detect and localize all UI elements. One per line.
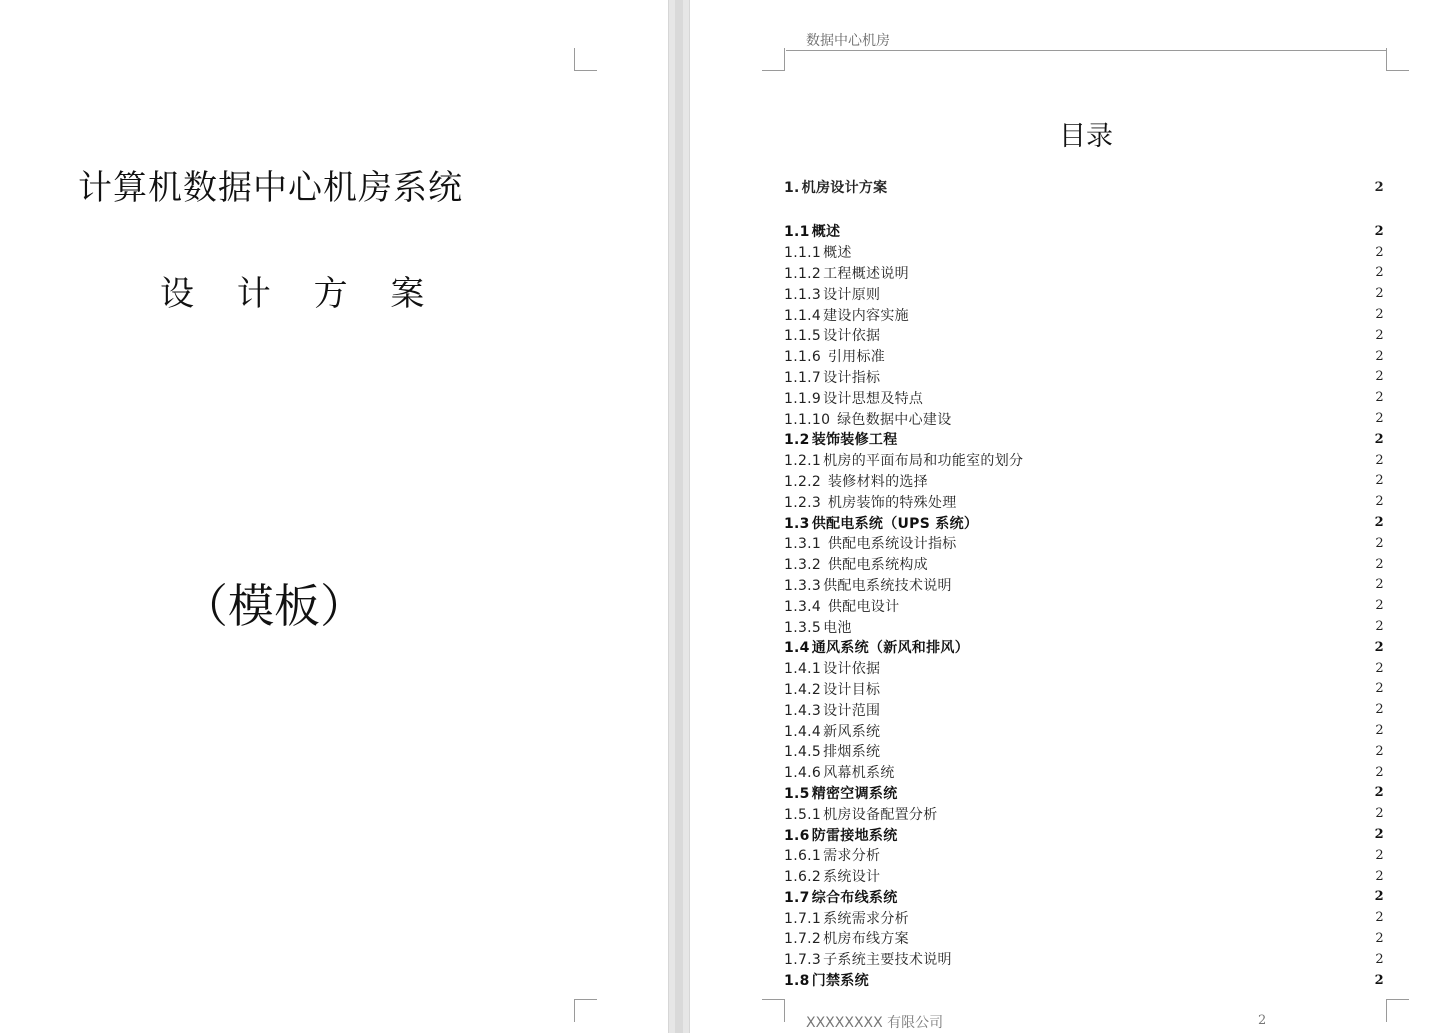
- toc-entry-title: 设计原则: [823, 286, 881, 303]
- toc-entry-page: 2: [1375, 868, 1384, 884]
- toc-entry[interactable]: [784, 471, 1386, 492]
- toc-entry-page: 2: [1374, 223, 1384, 239]
- toc-entry-title: 设计依据: [823, 661, 881, 678]
- toc-entry-label: [784, 242, 852, 262]
- toc-entry-number: 1.1.3: [784, 286, 822, 303]
- toc-entry-title: 精密空调系统: [811, 785, 898, 802]
- toc-entry-label: [784, 471, 928, 491]
- toc-entry-label: [784, 305, 909, 325]
- toc-entry[interactable]: [784, 616, 1386, 637]
- toc-entry-title: 机房设计方案: [801, 180, 888, 196]
- toc-entry-page: 2: [1375, 577, 1384, 593]
- crop-mark-bottom-right: [574, 999, 597, 1022]
- toc-entry-page: 2: [1374, 179, 1384, 195]
- toc-entry-title: 概述: [823, 245, 852, 262]
- toc-entry-label: [784, 263, 909, 283]
- toc-entry[interactable]: [784, 533, 1386, 554]
- toc-entry-number: 1.4: [784, 640, 810, 657]
- toc-entry-number: 1.3.5: [784, 619, 822, 636]
- toc-entry-page: 2: [1374, 431, 1384, 447]
- cover-subtitle: 设 计 方 案: [160, 274, 441, 314]
- header-rule: [786, 50, 1386, 51]
- toc-entry-label: [784, 284, 880, 304]
- toc-entry[interactable]: [784, 575, 1386, 596]
- footer-page-number: 2: [1258, 1013, 1267, 1028]
- toc-entry[interactable]: [784, 783, 1386, 804]
- toc-entry-page: 2: [1374, 515, 1384, 531]
- toc-entry-number: 1.3.2: [784, 557, 822, 574]
- crop-mark-top-left: [762, 48, 785, 71]
- toc-entry-number: 1.4.3: [784, 702, 822, 719]
- toc-entry-title: 防雷接地系统: [811, 827, 898, 844]
- toc-entry[interactable]: [784, 741, 1386, 762]
- gutter-bar: [675, 0, 683, 1033]
- toc-entry-label: [784, 887, 898, 907]
- toc-entry-page: 2: [1375, 806, 1384, 822]
- toc-entry-number: 1.2: [784, 432, 810, 449]
- toc-entry-page: 2: [1375, 619, 1384, 635]
- toc-entry-title: 设计范围: [823, 702, 881, 719]
- toc-entry-label: [784, 513, 978, 533]
- toc-entry-number: 1.3: [784, 515, 810, 532]
- toc-entry-label: [784, 429, 898, 449]
- toc-entry-label: [784, 949, 952, 969]
- toc-entry-label: [784, 721, 880, 741]
- toc-entry[interactable]: [784, 387, 1386, 408]
- toc-entry[interactable]: [784, 450, 1386, 471]
- toc-entry-page: 2: [1375, 473, 1384, 489]
- toc-entry-page: 2: [1375, 702, 1384, 718]
- toc-entry-page: 2: [1375, 598, 1384, 614]
- toc-entry-label: [784, 679, 880, 699]
- toc-entry-label: [784, 700, 880, 720]
- toc-entry-label: [784, 367, 880, 387]
- toc-entry[interactable]: [784, 595, 1386, 616]
- cover-title: 计算机数据中心机房系统: [78, 168, 463, 208]
- toc-entry-title: 风幕机系统: [823, 765, 895, 782]
- toc-entry-label: [784, 617, 852, 637]
- running-footer: XXXXXXXX 有限公司: [806, 1015, 944, 1031]
- toc-entry-label: [784, 325, 880, 345]
- toc-entry-page: 2: [1375, 244, 1384, 260]
- toc-entry-title: 通风系统（新风和排风）: [811, 640, 970, 657]
- toc-entry-number: 1.6.1: [784, 848, 822, 865]
- toc-entry-label: [784, 492, 957, 512]
- toc-entry-title: 引用标准: [823, 349, 886, 366]
- toc-entry-page: 2: [1375, 660, 1384, 676]
- toc-entry-number: 1.4.4: [784, 723, 822, 740]
- toc-entry-number: 1.7: [784, 889, 810, 906]
- toc-entry-label: [784, 741, 880, 761]
- toc-entry-title: 门禁系统: [811, 973, 869, 990]
- toc-entry-page: 2: [1375, 535, 1384, 551]
- toc-entry[interactable]: [784, 803, 1386, 824]
- toc-entry-page: 2: [1375, 556, 1384, 572]
- toc-entry[interactable]: [784, 491, 1386, 512]
- toc-entry-title: 绿色数据中心建设: [832, 411, 952, 428]
- toc-entry[interactable]: [784, 907, 1386, 928]
- toc-entry[interactable]: [784, 720, 1386, 741]
- toc-entry-label: [784, 533, 957, 553]
- toc-entry-page: 2: [1375, 494, 1384, 510]
- toc-entry-page: 2: [1375, 930, 1384, 946]
- toc-entry-label: [784, 177, 887, 197]
- toc-entry-page: 2: [1375, 390, 1384, 406]
- crop-mark-bottom-right: [1386, 999, 1409, 1022]
- toc-entry-title: 机房的平面布局和功能室的划分: [823, 453, 1024, 470]
- toc-entry-page: 2: [1375, 452, 1384, 468]
- toc-entry-number: 1.6: [784, 827, 810, 844]
- running-header: 数据中心机房: [806, 33, 890, 49]
- toc-entry[interactable]: [784, 512, 1386, 533]
- toc-entry[interactable]: [784, 949, 1386, 970]
- toc-entry-title: 排烟系统: [823, 744, 881, 761]
- toc-entry-title: 系统需求分析: [823, 910, 909, 927]
- toc-entry-number: 1.4.1: [784, 661, 822, 678]
- toc-entry-number: 1.5: [784, 785, 810, 802]
- toc-entry-title: 装饰装修工程: [811, 432, 898, 449]
- toc-list: [784, 176, 1386, 990]
- toc-entry-page: 2: [1375, 265, 1384, 281]
- toc-entry-title: 需求分析: [823, 848, 881, 865]
- toc-entry[interactable]: [784, 325, 1386, 346]
- toc-entry-number: 1.3.1: [784, 536, 822, 553]
- toc-entry-title: 电池: [823, 619, 852, 636]
- toc-entry-title: 概述: [811, 224, 841, 241]
- toc-entry-page: 2: [1374, 889, 1384, 905]
- toc-entry-title: 机房装饰的特殊处理: [823, 494, 957, 511]
- toc-entry-page: 2: [1374, 827, 1384, 842]
- toc-entry-title: 工程概述说明: [823, 265, 909, 282]
- toc-entry-number: 1.1.7: [784, 369, 822, 386]
- toc-entry-label: [784, 762, 895, 782]
- toc-entry[interactable]: [784, 658, 1386, 679]
- toc-entry-title: 设计依据: [823, 328, 881, 345]
- toc-entry-number: 1.3.3: [784, 577, 822, 594]
- toc-entry-title: 供配电系统（UPS 系统）: [811, 515, 979, 532]
- toc-entry[interactable]: [784, 176, 1386, 198]
- toc-entry-label: [784, 450, 1023, 470]
- toc-entry[interactable]: [784, 263, 1386, 284]
- toc-entry[interactable]: [784, 866, 1386, 887]
- toc-entry-number: 1.7.3: [784, 952, 822, 969]
- toc-entry-label: [784, 554, 928, 574]
- toc-entry-label: [784, 658, 880, 678]
- toc-entry[interactable]: [784, 283, 1386, 304]
- toc-entry-number: 1.1.1: [784, 245, 822, 262]
- toc-entry[interactable]: [784, 699, 1386, 720]
- toc-entry-page: 2: [1375, 411, 1384, 427]
- toc-entry-number: 1.4.6: [784, 765, 822, 782]
- toc-entry[interactable]: [784, 637, 1386, 658]
- toc-entry-title: 设计目标: [823, 681, 881, 698]
- toc-entry-page: 2: [1374, 639, 1384, 655]
- toc-entry-page: 2: [1375, 681, 1384, 697]
- toc-entry-number: 1.8: [784, 973, 810, 990]
- toc-entry-number: 1.: [784, 180, 800, 196]
- toc-entry[interactable]: [784, 304, 1386, 325]
- toc-entry-title: 新风系统: [823, 723, 881, 740]
- toc-entry-label: [784, 637, 969, 657]
- toc-entry-page: 2: [1375, 327, 1384, 343]
- toc-heading-text: 目录: [1059, 121, 1113, 152]
- toc-entry-page: 2: [1375, 348, 1384, 364]
- toc-entry-number: 1.2.3: [784, 494, 822, 511]
- toc-entry[interactable]: [784, 346, 1386, 367]
- toc-entry-number: 1.1.5: [784, 328, 822, 345]
- toc-entry-number: 1.3.4: [784, 598, 822, 615]
- toc-entry-label: [784, 388, 923, 408]
- toc-entry-number: 1.1.6: [784, 349, 822, 366]
- toc-entry-title: 设计指标: [823, 369, 881, 386]
- toc-entry[interactable]: [784, 221, 1386, 242]
- toc-heading: [690, 114, 1435, 153]
- crop-mark-bottom-left: [762, 999, 785, 1022]
- toc-entry-title: 供配电系统构成: [823, 557, 928, 574]
- cover-template-label: （模板）: [182, 579, 366, 633]
- toc-entry[interactable]: [784, 242, 1386, 263]
- toc-entry-number: 1.1.2: [784, 265, 822, 282]
- toc-entry-label: [784, 409, 952, 429]
- toc-entry-title: 综合布线系统: [811, 889, 898, 906]
- toc-entry-number: 1.2.1: [784, 453, 822, 470]
- toc-entry-number: 1.1.9: [784, 390, 822, 407]
- toc-entry-number: 1.4.5: [784, 744, 822, 761]
- toc-entry-page: 2: [1375, 723, 1384, 739]
- toc-entry[interactable]: [784, 970, 1386, 991]
- toc-page: [690, 0, 1435, 1033]
- toc-entry[interactable]: [784, 408, 1386, 429]
- toc-entry-label: [784, 825, 898, 845]
- toc-entry-number: 1.7.2: [784, 931, 822, 948]
- toc-entry-label: [784, 783, 898, 803]
- toc-entry-label: [784, 908, 909, 928]
- toc-entry[interactable]: [784, 887, 1386, 908]
- toc-entry-number: 1.4.2: [784, 681, 822, 698]
- toc-entry-title: 供配电设计: [823, 598, 900, 615]
- toc-entry-title: 建设内容实施: [823, 307, 909, 324]
- toc-entry-label: [784, 928, 909, 948]
- toc-entry-page: 2: [1375, 910, 1384, 926]
- toc-entry-label: [784, 221, 840, 241]
- toc-entry[interactable]: [784, 845, 1386, 866]
- toc-entry[interactable]: [784, 554, 1386, 575]
- toc-entry[interactable]: [784, 679, 1386, 700]
- toc-entry-number: 1.2.2: [784, 473, 822, 490]
- toc-entry-page: 2: [1374, 972, 1384, 988]
- toc-entry-label: [784, 346, 885, 366]
- toc-entry-label: [784, 845, 880, 865]
- toc-entry-title: 设计思想及特点: [823, 390, 924, 407]
- crop-mark-top-right: [1386, 48, 1409, 71]
- toc-entry[interactable]: [784, 429, 1386, 450]
- cover-page: [0, 0, 668, 1033]
- toc-entry-page: 2: [1375, 369, 1384, 385]
- toc-entry-page: 2: [1375, 764, 1384, 780]
- toc-entry-number: 1.5.1: [784, 806, 822, 823]
- toc-entry[interactable]: [784, 928, 1386, 949]
- toc-entry-number: 1.1.4: [784, 307, 822, 324]
- toc-entry-page: 2: [1375, 286, 1384, 302]
- toc-entry-page: 2: [1375, 307, 1384, 323]
- toc-entry-label: [784, 575, 952, 595]
- toc-entry-title: 机房布线方案: [823, 931, 909, 948]
- toc-entry-title: 供配电系统设计指标: [823, 536, 957, 553]
- toc-entry-title: 装修材料的选择: [823, 473, 928, 490]
- toc-entry-number: 1.6.2: [784, 869, 822, 886]
- toc-entry-label: [784, 804, 938, 824]
- toc-entry-title: 供配电系统技术说明: [823, 577, 952, 594]
- toc-entry-page: 2: [1375, 951, 1384, 967]
- toc-entry[interactable]: [784, 824, 1386, 845]
- toc-entry-title: 系统设计: [823, 869, 881, 886]
- toc-entry-page: 2: [1375, 743, 1384, 759]
- toc-entry-label: [784, 596, 899, 616]
- toc-entry[interactable]: [784, 367, 1386, 388]
- toc-entry-label: [784, 866, 880, 886]
- toc-entry-label: [784, 970, 869, 990]
- toc-entry-number: 1.1.10: [784, 411, 831, 428]
- crop-mark-top-right: [574, 48, 597, 71]
- toc-entry-number: 1.1: [784, 224, 810, 241]
- page-gutter: [668, 0, 690, 1033]
- toc-entry-page: 2: [1375, 847, 1384, 863]
- toc-entry[interactable]: [784, 762, 1386, 783]
- toc-entry-page: 2: [1374, 785, 1384, 801]
- toc-entry-title: 子系统主要技术说明: [823, 952, 952, 969]
- toc-entry-title: 机房设备配置分析: [823, 806, 938, 823]
- toc-entry-number: 1.7.1: [784, 910, 822, 927]
